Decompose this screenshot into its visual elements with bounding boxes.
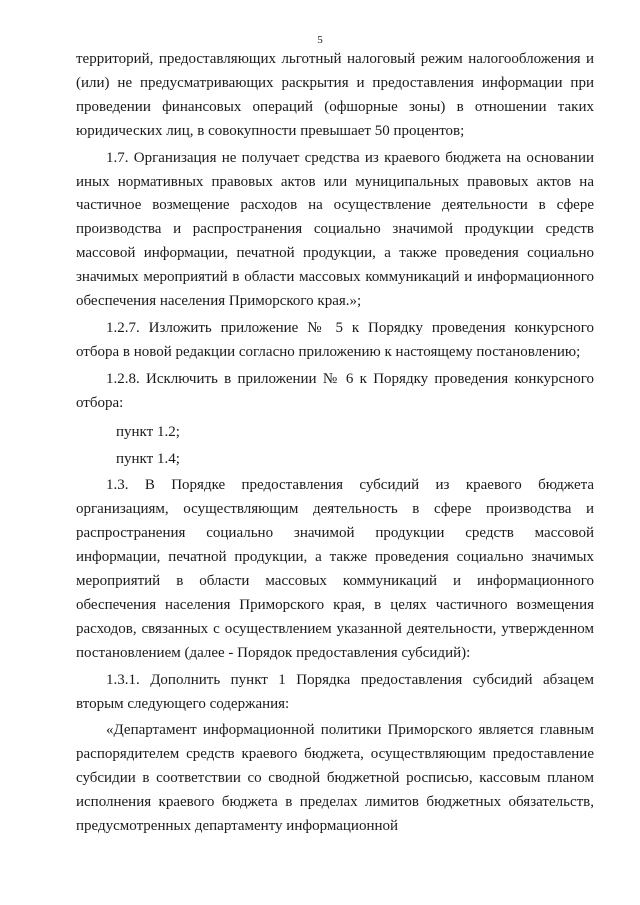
paragraph-offshore-continuation: территорий, предоставляющих льготный налоговый режим налогообложения и (или) не предусматривающих раскрытия и предоставления информации при проведении финансовых операций (офшорные зоны) в отношении таких юридических лиц, в совокупности превышает 50 процентов; — [76, 51, 594, 139]
paragraph-1-3: 1.3. В Порядке предоставления субсидий из краевого бюджета организациям, осуществляющим деятельность в сфере производства и распространения социально значимой продукции средств массовой информации, печатной продукции, а также проведения социально значимых мероприятий в области массовых коммуникаций и информационного обеспечения населения Приморского края, в целях частичного возмещения расходов, связанных с осуществлением указанной деятельности, утвержденном постановлением (далее - Порядок предоставления субсидий): — [76, 477, 594, 661]
paragraph-1-2-7: 1.2.7. Изложить приложение № 5 к Порядку проведения конкурсного отбора в новой редакции согласно приложению к настоящему постановлению; — [76, 319, 594, 360]
page-number: 5 — [317, 34, 323, 46]
paragraph-1-7: 1.7. Организация не получает средства из краевого бюджета на основании иных нормативных правовых актов или муниципальных правовых актов на частичное возмещение расходов на осуществление деятельности в сфере производства и распространения социально значимой продукции средств массовой информации, печатной продукции, а также проведения социально значимых мероприятий в области массовых коммуникаций и информационного обеспечения населения Приморского края.»; — [76, 149, 594, 310]
paragraph-department-quote: «Департамент информационной политики Приморского является главным распорядителем средств краевого бюджета, осуществляющим предоставление субсидии в соответствии со сводной бюджетной росписью, кассовым планом исполнения краевого бюджета в пределах лимитов бюджетных обязательств, предусмотренных департаменту информационной — [76, 722, 594, 835]
list-item-punkt-1-2: пункт 1.2; — [116, 423, 180, 440]
list-item-punkt-1-4: пункт 1.4; — [116, 450, 180, 467]
paragraph-1-3-1: 1.3.1. Дополнить пункт 1 Порядка предоставления субсидий абзацем вторым следующего содержания: — [76, 671, 594, 712]
document-body — [76, 48, 594, 839]
paragraph-1-2-8: 1.2.8. Исключить в приложении № 6 к Порядку проведения конкурсного отбора: — [76, 370, 594, 411]
